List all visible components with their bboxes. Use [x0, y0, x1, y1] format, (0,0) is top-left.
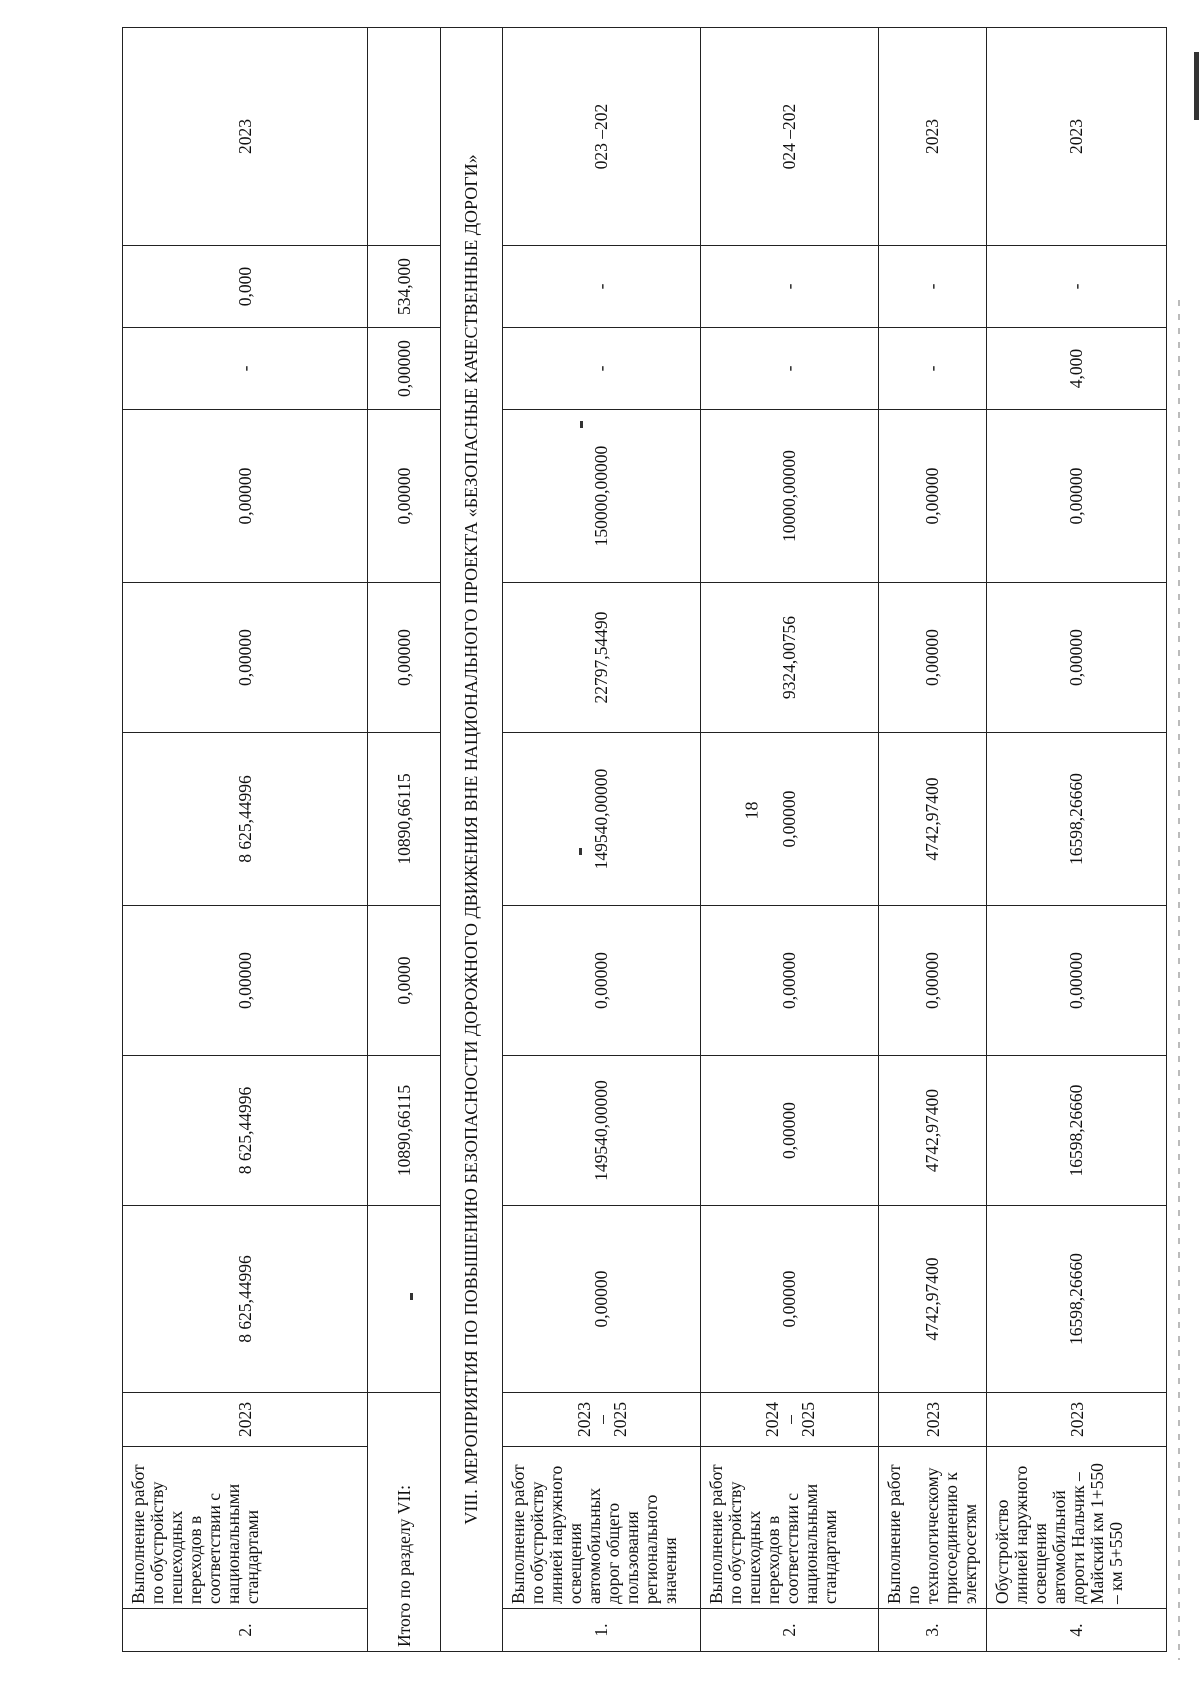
total-label: Итого по разделу VII:: [368, 1393, 441, 1652]
year-cell: 2023: [879, 28, 987, 246]
amount-cell: 4742,97400: [879, 1206, 987, 1393]
amount-cell: 150000,00000: [503, 410, 701, 583]
amount-cell: 0,00000: [701, 733, 879, 906]
amount-cell: 149540,00000: [503, 1056, 701, 1206]
amount-cell: 10890,66115: [368, 733, 441, 906]
table-row-vii-2: [123, 28, 368, 1652]
table-container: [122, 28, 1162, 1652]
scan-artifact: [580, 421, 583, 428]
amount-cell: 0,00000: [123, 583, 368, 733]
year-cell: [368, 28, 441, 246]
scan-artifact: [410, 1293, 413, 1300]
amount-cell: 8 625,44996: [123, 1206, 368, 1393]
amount-cell: 0,00000: [701, 1056, 879, 1206]
row-number: 1.: [503, 1609, 701, 1652]
amount-cell: 9324,00756: [701, 583, 879, 733]
row-number: 4.: [987, 1609, 1167, 1652]
amount-cell: -: [987, 246, 1167, 328]
measure-name: Выполнение работ по обустройству пешеходных переходов в соответствии с национальными стандартами: [123, 1447, 368, 1609]
amount-cell: 16598,26660: [987, 1056, 1167, 1206]
table-row-viii-2: [701, 28, 879, 1652]
amount-cell: -: [879, 246, 987, 328]
amount-cell: 0,00000: [503, 1206, 701, 1393]
section-title: VIII. МЕРОПРИЯТИЯ ПО ПОВЫШЕНИЮ БЕЗОПАСНОСТИ ДОРОЖНОГО ДВИЖЕНИЯ ВНЕ НАЦИОНАЛЬНОГО ПРОЕКТА «БЕЗОПАСНЫЕ КАЧЕСТВЕННЫЕ ДОРОГИ»: [441, 28, 503, 1652]
period-cell: 2023 – 2025: [503, 1393, 701, 1447]
scan-artifact: [579, 848, 582, 855]
amount-cell: 0,00000: [987, 583, 1167, 733]
amount-cell: -: [701, 328, 879, 410]
amount-cell: 10000,00000: [701, 410, 879, 583]
year-cell: 2023: [123, 28, 368, 246]
amount-cell: -: [503, 246, 701, 328]
amount-cell: 0,00000: [368, 583, 441, 733]
measure-name: Выполнение работ по технологическому присоединению к электросетям: [879, 1447, 987, 1609]
amount-cell: 4,000: [987, 328, 1167, 410]
amount-cell: 0,00000: [701, 906, 879, 1056]
amount-cell: 0,00000: [123, 410, 368, 583]
amount-cell: -: [123, 328, 368, 410]
measure-name: Выполнение работ по обустройству линией наружного освещения автомобильных дорог общего пользования регионального значения: [503, 1447, 701, 1609]
amount-cell: 0,00000: [368, 410, 441, 583]
amount-cell: 10890,66115: [368, 1056, 441, 1206]
amount-cell: 0,00000: [503, 906, 701, 1056]
row-number: 2.: [123, 1609, 368, 1652]
year-cell: 024 –202: [701, 28, 879, 246]
amount-cell: 0,00000: [987, 410, 1167, 583]
table-row-total-vii: [368, 28, 441, 1652]
measure-name: Обустройство линией наружного освещения автомобильной дороги Нальчик – Майский км 1+550 – км 5+550: [987, 1447, 1167, 1609]
amount-cell: 0,00000: [701, 1206, 879, 1393]
amount-cell: 0,000: [123, 246, 368, 328]
amount-cell: 8 625,44996: [123, 1056, 368, 1206]
table-row-viii-3: [879, 28, 987, 1652]
row-number: 2.: [701, 1609, 879, 1652]
period-cell: 2023: [879, 1393, 987, 1447]
amount-cell: 0,00000: [879, 410, 987, 583]
amount-cell: 0,00000: [879, 906, 987, 1056]
amount-cell: 8 625,44996: [123, 733, 368, 906]
period-cell: 2023: [987, 1393, 1167, 1447]
rotated-table-frame: [122, 28, 1162, 1652]
amount-cell: 0,00000: [987, 906, 1167, 1056]
amount-cell: 22797,54490: [503, 583, 701, 733]
amount-cell: -: [879, 328, 987, 410]
amount-cell: 0,00000: [368, 328, 441, 410]
period-cell: 2023: [123, 1393, 368, 1447]
amount-cell: 534,000: [368, 246, 441, 328]
amount-cell: 0,00000: [123, 906, 368, 1056]
amount-cell: 16598,26660: [987, 733, 1167, 906]
table-row-viii-4: [987, 28, 1167, 1652]
page-number: 18: [741, 801, 762, 820]
year-cell: 2023: [987, 28, 1167, 246]
amount-cell: 4742,97400: [879, 733, 987, 906]
amount-cell: [368, 1206, 441, 1393]
period-cell: 2024 – 2025: [701, 1393, 879, 1447]
scan-artifact: [1194, 52, 1199, 120]
amount-cell: 149540,00000: [503, 733, 701, 906]
scan-border: [1178, 300, 1180, 1660]
measure-name: Выполнение работ по обустройству пешеходных переходов в соответствии с национальными стандартами: [701, 1447, 879, 1609]
year-cell: 023 –202: [503, 28, 701, 246]
table-row-viii-1: [503, 28, 701, 1652]
amount-cell: -: [701, 246, 879, 328]
amount-cell: 4742,97400: [879, 1056, 987, 1206]
row-number: 3.: [879, 1609, 987, 1652]
amount-cell: 16598,26660: [987, 1206, 1167, 1393]
funding-table: [122, 27, 1167, 1652]
amount-cell: -: [503, 328, 701, 410]
amount-cell: 0,0000: [368, 906, 441, 1056]
amount-cell: 0,00000: [879, 583, 987, 733]
table-row-section-header: [441, 28, 503, 1652]
